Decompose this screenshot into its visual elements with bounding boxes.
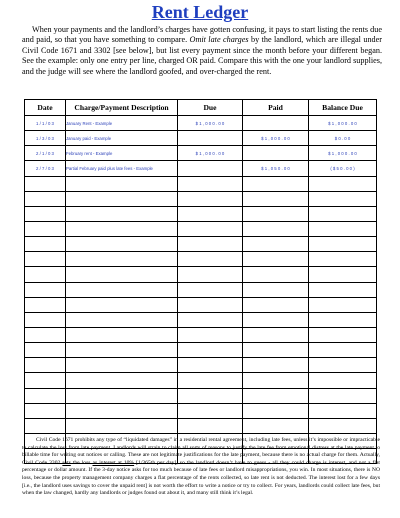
cell-date <box>25 373 66 388</box>
cell-description <box>66 343 178 358</box>
cell-paid <box>243 297 309 312</box>
cell-due <box>178 161 243 176</box>
cell-balance-due <box>309 327 377 342</box>
footer-sets-text: sets <box>62 459 71 466</box>
cell-description <box>66 403 178 418</box>
footer-text-2: the loss <box>72 459 91 466</box>
cell-date <box>25 267 66 282</box>
cell-date <box>25 343 66 358</box>
cell-paid <box>243 373 309 388</box>
cell-paid <box>243 252 309 267</box>
cell-paid <box>243 191 309 206</box>
cell-balance-due: $ 1 , 0 0 0 . 0 0 <box>309 146 377 161</box>
cell-date <box>25 358 66 373</box>
cell-balance-due <box>309 418 377 433</box>
table-row <box>25 176 377 191</box>
cell-description <box>66 267 178 282</box>
cell-date <box>25 403 66 418</box>
intro-text-2: by the landlord, which are illegal under Civil Code 1671 and 3302 [see below], but list every payment since the month before your different began. See the example: only one entry per line, charged OR paid. Compare this with the one your landlord supplies, and the judge will see where the landlord goofed, and over-charged the rent. <box>22 35 382 76</box>
cell-date <box>25 297 66 312</box>
cell-paid <box>243 418 309 433</box>
cell-due <box>178 282 243 297</box>
cell-description <box>66 297 178 312</box>
cell-date <box>25 327 66 342</box>
cell-description <box>66 418 178 433</box>
cell-balance-due <box>309 297 377 312</box>
cell-due <box>178 312 243 327</box>
cell-balance-due: ( $ 5 0 . 0 0 ) <box>309 161 377 176</box>
cell-balance-due <box>309 373 377 388</box>
cell-paid <box>243 206 309 221</box>
cell-date <box>25 312 66 327</box>
header-paid: Paid <box>243 100 309 116</box>
table-row <box>25 373 377 388</box>
table-row <box>25 282 377 297</box>
table-row <box>25 267 377 282</box>
table-row <box>25 116 377 131</box>
intro-italic-text: Omit late charges <box>189 35 249 45</box>
cell-due <box>178 327 243 342</box>
footer-interest-text: as interest at 10% <box>92 459 135 466</box>
cell-due <box>178 297 243 312</box>
intro-text-1: When your payments and the landlord’s charges have gotten confusing, it pays to start listing the rents due and paid, so that you have something to compare. <box>22 25 382 45</box>
cell-balance-due <box>309 312 377 327</box>
table-row <box>25 312 377 327</box>
cell-due <box>178 131 243 146</box>
cell-date: 2 / 7 / 0 3 <box>25 161 66 176</box>
cell-due: $ 1 , 0 0 0 . 0 0 <box>178 116 243 131</box>
cell-balance-due <box>309 252 377 267</box>
table-row <box>25 403 377 418</box>
table-row <box>25 297 377 312</box>
cell-description: January paid - Example <box>66 131 178 146</box>
cell-description <box>66 373 178 388</box>
cell-description <box>66 237 178 252</box>
cell-balance-due <box>309 403 377 418</box>
cell-paid <box>243 282 309 297</box>
cell-description <box>66 221 178 236</box>
cell-description <box>66 282 178 297</box>
cell-balance-due <box>309 221 377 236</box>
cell-due <box>178 343 243 358</box>
cell-description <box>66 176 178 191</box>
cell-balance-due <box>309 388 377 403</box>
intro-paragraph <box>22 25 382 77</box>
cell-date <box>25 237 66 252</box>
cell-description <box>66 327 178 342</box>
cell-balance-due <box>309 358 377 373</box>
page-title: Rent Ledger <box>151 2 249 22</box>
cell-due <box>178 358 243 373</box>
header-due: Due <box>178 100 243 116</box>
table-row <box>25 191 377 206</box>
footer-paragraph <box>22 437 380 498</box>
cell-description <box>66 312 178 327</box>
table-row <box>25 131 377 146</box>
cell-date <box>25 191 66 206</box>
table-row <box>25 206 377 221</box>
table-row <box>25 343 377 358</box>
cell-balance-due <box>309 191 377 206</box>
cell-date <box>25 388 66 403</box>
cell-description <box>66 252 178 267</box>
cell-balance-due <box>309 267 377 282</box>
cell-description: Partial February paid plus late fees - Example <box>66 161 178 176</box>
ledger-table <box>24 99 377 464</box>
ledger-header-row <box>25 100 377 116</box>
table-row <box>25 418 377 433</box>
table-row <box>25 161 377 176</box>
cell-paid <box>243 312 309 327</box>
cell-date <box>25 252 66 267</box>
cell-balance-due <box>309 282 377 297</box>
table-row <box>25 327 377 342</box>
header-balance-due: Balance Due <box>309 100 377 116</box>
table-row <box>25 358 377 373</box>
cell-paid: $ 1 , 0 5 0 . 0 0 <box>243 161 309 176</box>
cell-paid <box>243 267 309 282</box>
cell-balance-due <box>309 206 377 221</box>
cell-description <box>66 388 178 403</box>
header-date: Date <box>25 100 66 116</box>
cell-due <box>178 267 243 282</box>
footer-text-1: Civil Code 1671 prohibits any type of “liquidated damages” in a residential rental agreement, including late fees, unless it’s impossible or impracticable to calculate the loss from late payment. Landlords will strain to claim all sorts of reasons to justify the late fee from emotional distress at the late payment to billable time for writing out notices or calling. These are not legitimate justifications for the late payment, because there is no actual charge for them. Actually, Civil Code 3302 <box>22 437 380 466</box>
cell-paid <box>243 403 309 418</box>
header-description: Charge/Payment Description <box>66 100 178 116</box>
table-row <box>25 388 377 403</box>
cell-description <box>66 206 178 221</box>
cell-balance-due: $ 1 , 0 0 0 . 0 0 <box>309 116 377 131</box>
cell-balance-due <box>309 176 377 191</box>
cell-date <box>25 221 66 236</box>
cell-paid: $ 1 , 0 0 0 . 0 0 <box>243 131 309 146</box>
cell-due <box>178 373 243 388</box>
cell-description <box>66 358 178 373</box>
cell-due <box>178 206 243 221</box>
cell-description <box>66 191 178 206</box>
cell-due <box>178 191 243 206</box>
cell-due <box>178 388 243 403</box>
cell-due: $ 1 , 0 0 0 . 0 0 <box>178 146 243 161</box>
cell-balance-due <box>309 343 377 358</box>
ledger-body <box>25 116 377 464</box>
table-row <box>25 252 377 267</box>
cell-balance-due: $ 0 . 0 0 <box>309 131 377 146</box>
cell-due <box>178 237 243 252</box>
cell-paid <box>243 343 309 358</box>
cell-date: 1 / 1 / 0 3 <box>25 116 66 131</box>
cell-paid <box>243 327 309 342</box>
cell-paid <box>243 146 309 161</box>
cell-date <box>25 418 66 433</box>
table-row <box>25 146 377 161</box>
cell-description: February rent - Example <box>66 146 178 161</box>
footer-text-3: [1/365th per day], so the landlord doesn’t have to guess - all they could charge is interest, and not a flat percentage or dollar amount. If the 3-day notice asks for too much because of late fees or landlord misappropriations, you win. In most situations, there is NO loss, because the property management company charges a flat percentage of the rents collected, so late rent is not deducted. The interest lost for a few days [i.e., the landlord uses savings to cover the unpaid rent] is not worth the effort to write a notice or try to collect. For years, landlords could collect late fees, but when the law changed, hardly any landlords or judges found out about it, and many still think it’s legal. <box>22 459 380 497</box>
cell-paid <box>243 237 309 252</box>
table-row <box>25 237 377 252</box>
cell-due <box>178 221 243 236</box>
cell-due <box>178 252 243 267</box>
cell-paid <box>243 388 309 403</box>
cell-paid <box>243 116 309 131</box>
cell-paid <box>243 358 309 373</box>
cell-due <box>178 176 243 191</box>
cell-paid <box>243 221 309 236</box>
cell-date: 2 / 1 / 0 3 <box>25 146 66 161</box>
cell-date <box>25 206 66 221</box>
cell-balance-due <box>309 237 377 252</box>
cell-due <box>178 403 243 418</box>
cell-description: January Rent - Example <box>66 116 178 131</box>
cell-paid <box>243 176 309 191</box>
table-row <box>25 221 377 236</box>
cell-date: 1 / 3 / 0 3 <box>25 131 66 146</box>
cell-date <box>25 282 66 297</box>
cell-date <box>25 176 66 191</box>
cell-due <box>178 418 243 433</box>
